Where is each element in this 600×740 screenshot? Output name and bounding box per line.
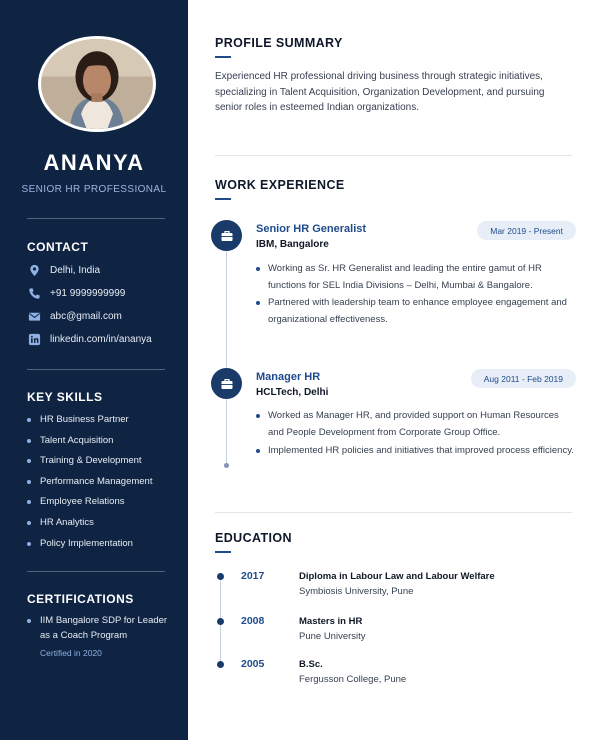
certification-item — [27, 613, 177, 643]
skill-label: HR Business Partner — [40, 414, 129, 425]
skill-label: Policy Implementation — [40, 538, 133, 549]
skill-item — [27, 517, 94, 528]
linkedin-icon — [27, 332, 41, 346]
education-degree: B.Sc. — [299, 659, 323, 670]
education-year: 2017 — [241, 570, 265, 582]
sidebar — [0, 0, 188, 740]
contact-linkedin[interactable] — [27, 332, 152, 346]
contact-email-text[interactable]: abc@gmail.com — [50, 310, 122, 322]
contact-location — [27, 263, 100, 277]
bullet-dot — [27, 418, 31, 422]
timeline-end-dot — [224, 463, 229, 468]
skill-item — [27, 538, 133, 549]
timeline-line — [226, 236, 227, 466]
job-title: Senior HR Generalist — [256, 223, 367, 235]
summary-text: Experienced HR professional driving business through strategic initiatives, specializing in Talent Acquisition, Organization Development, and pursuing senior roles in esteemed Indian organizations. — [215, 71, 545, 114]
email-icon — [27, 309, 41, 323]
education-school: Pune University — [299, 631, 366, 642]
skill-item — [27, 435, 113, 446]
contact-linkedin-text[interactable]: linkedin.com/in/ananya — [50, 333, 152, 345]
section-divider — [215, 155, 572, 156]
heading-underline — [215, 56, 231, 58]
profile-name: ANANYA — [43, 150, 145, 175]
education-school: Fergusson College, Pune — [299, 674, 407, 685]
sidebar-divider — [27, 218, 165, 219]
bullet-text: Worked as Manager HR, and provided support on Human Resources and People Development from Corporate Group Office. — [268, 410, 559, 438]
contact-heading: CONTACT — [27, 240, 89, 254]
avatar — [38, 36, 156, 132]
skill-label: HR Analytics — [40, 517, 94, 528]
certifications-heading: CERTIFICATIONS — [27, 592, 134, 606]
education-heading: EDUCATION — [215, 531, 292, 545]
heading-underline — [215, 551, 231, 553]
bullet-dot — [256, 414, 260, 418]
bullet-text: Partnered with leadership team to enhance employee engagement and organizational effectiveness. — [268, 297, 567, 325]
bullet-dot — [27, 521, 31, 525]
briefcase-icon — [211, 368, 242, 399]
skill-label: Talent Acquisition — [40, 435, 114, 446]
bullet-dot — [256, 301, 260, 305]
sidebar-divider — [27, 369, 165, 370]
summary-heading: PROFILE SUMMARY — [215, 36, 343, 50]
job-dates: Aug 2011 - Feb 2019 — [471, 369, 576, 388]
profile-photo — [41, 39, 153, 129]
job-title: Manager HR — [256, 371, 321, 383]
skills-heading: KEY SKILLS — [27, 390, 103, 404]
contact-location-text: Delhi, India — [50, 264, 101, 276]
bullet-text: Implemented HR policies and initiatives that improved process efficiency. — [268, 445, 574, 456]
profile-role: SENIOR HR PROFESSIONAL — [21, 184, 167, 195]
bullet-dot — [27, 542, 31, 546]
phone-icon — [27, 286, 41, 300]
bullet-dot — [27, 619, 31, 623]
experience-heading: WORK EXPERIENCE — [215, 178, 345, 192]
skill-item — [27, 414, 129, 425]
skill-item — [27, 496, 125, 507]
main-content — [188, 0, 600, 740]
certification-date: Certified in 2020 — [40, 648, 102, 658]
heading-underline — [215, 198, 231, 200]
job-bullet — [256, 443, 574, 460]
job-company: IBM, Bangalore — [256, 239, 329, 250]
skill-label: Training & Development — [40, 455, 142, 466]
bullet-dot — [27, 439, 31, 443]
job-bullet — [256, 295, 574, 328]
contact-phone-text: +91 9999999999 — [50, 287, 126, 299]
bullet-dot — [27, 500, 31, 504]
skill-item — [27, 455, 142, 466]
bullet-dot — [27, 480, 31, 484]
section-divider — [215, 512, 572, 513]
job-company: HCLTech, Delhi — [256, 387, 329, 398]
timeline-dot — [217, 661, 224, 668]
bullet-dot — [27, 459, 31, 463]
skill-label: Performance Management — [40, 476, 153, 487]
sidebar-divider — [27, 571, 165, 572]
job-dates: Mar 2019 - Present — [477, 221, 576, 240]
skill-label: Employee Relations — [40, 496, 125, 507]
skill-item — [27, 476, 152, 487]
contact-phone — [27, 286, 125, 300]
briefcase-icon — [211, 220, 242, 251]
bullet-dot — [256, 267, 260, 271]
education-year: 2008 — [241, 615, 265, 627]
education-school: Symbiosis University, Pune — [299, 586, 414, 597]
job-bullet — [256, 261, 574, 294]
job-bullet — [256, 408, 574, 441]
certification-title: IIM Bangalore SDP for Leader as a Coach Program — [40, 615, 168, 641]
bullet-dot — [256, 449, 260, 453]
timeline-dot — [217, 618, 224, 625]
education-degree: Diploma in Labour Law and Labour Welfare — [299, 571, 495, 582]
education-degree: Masters in HR — [299, 616, 363, 627]
timeline-dot — [217, 573, 224, 580]
contact-email[interactable] — [27, 309, 122, 323]
bullet-text: Working as Sr. HR Generalist and leading the entire gamut of HR functions for SEL India Divisions – Delhi, Mumbai & Bangalore. — [268, 263, 542, 291]
education-year: 2005 — [241, 658, 265, 670]
location-pin-icon — [27, 263, 41, 277]
